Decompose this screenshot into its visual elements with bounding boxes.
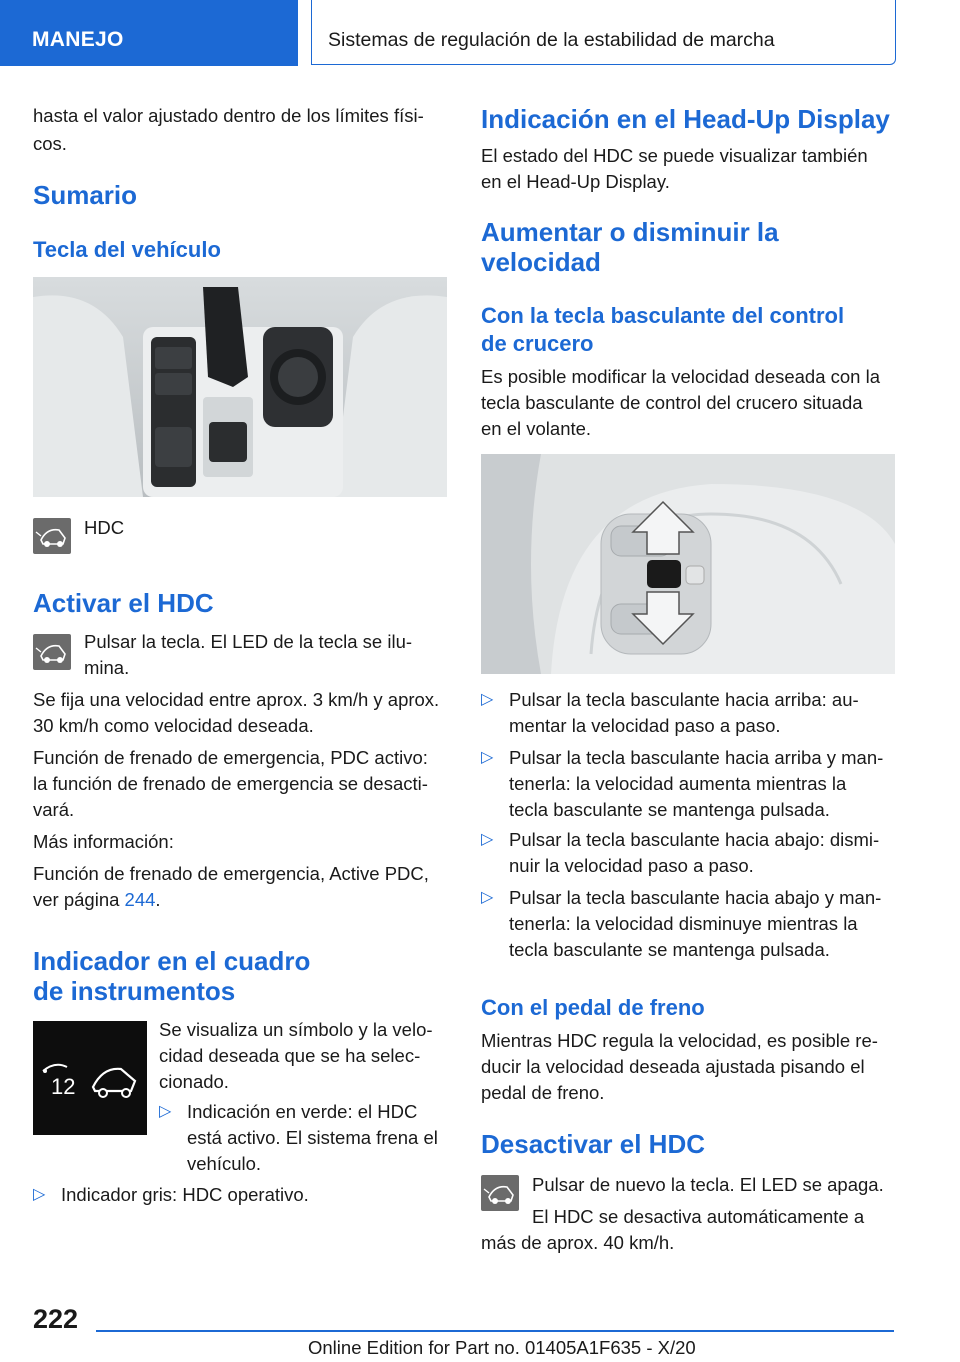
activar-text-1a: Pulsar la tecla. El LED de la tecla se ilu- — [84, 631, 413, 652]
heading-desactivar: Desactivar el HDC — [481, 1129, 705, 1159]
tecla-text-2: tecla basculante de control del crucero situada — [481, 392, 863, 413]
desactivar-text-2b: más de aprox. 40 km/h. — [481, 1232, 675, 1253]
activar-text-1b: mina. — [84, 657, 130, 678]
tecla-text-3: en el volante. — [481, 418, 592, 439]
heading-aumentar-1: Aumentar o disminuir la — [481, 217, 779, 247]
heading-tecla-bas-1: Con la tecla basculante del control — [481, 303, 845, 328]
tecla-text-1: Es posible modificar la velocidad deseada con la — [481, 366, 881, 387]
cluster-speed: 12 — [51, 1074, 76, 1099]
desactivar-text-1: Pulsar de nuevo la tecla. El LED se apaga. — [532, 1174, 884, 1195]
heading-tecla-bas-2: de crucero — [481, 331, 594, 356]
intro-line-1: hasta el valor ajustado dentro de los límites físi- — [33, 105, 424, 126]
activar-text-3c: vará. — [33, 799, 75, 820]
heading-hud: Indicación en el Head-Up Display — [481, 104, 890, 134]
chapter-title: Sistemas de regulación de la estabilidad de marcha — [328, 29, 775, 51]
heading-sumario: Sumario — [33, 180, 138, 210]
hud-text-1: El estado del HDC se puede visualizar también — [481, 145, 868, 166]
indicador-text-1: Se visualiza un símbolo y la velo- — [159, 1019, 433, 1040]
hud-text-2: en el Head-Up Display. — [481, 171, 670, 192]
pedal-text-3: pedal de freno. — [481, 1082, 605, 1103]
indicador-text-2: cidad deseada que se ha selec- — [159, 1045, 421, 1066]
bullet-triangle-icon: ▷ — [481, 889, 494, 906]
ref-line-1: Función de frenado de emergencia, Active PDC, — [33, 863, 429, 884]
section-tab — [0, 0, 298, 66]
activar-text-2a: Se fija una velocidad entre aprox. 3 km/h y aprox. — [33, 689, 440, 710]
bullet-triangle-icon: ▷ — [33, 1186, 46, 1203]
indicador-text-3: cionado. — [159, 1071, 229, 1092]
pedal-text-1: Mientras HDC regula la velocidad, es posible re- — [481, 1030, 878, 1051]
footer-edition: Online Edition for Part no. 01405A1F635 - X/20 — [308, 1337, 696, 1358]
hdc-button-icon — [33, 634, 71, 670]
footer-rule — [96, 1330, 894, 1332]
heading-aumentar-2: velocidad — [481, 247, 601, 277]
activar-text-3a: Función de frenado de emergencia, PDC activo: — [33, 747, 428, 768]
chapter-title-box — [311, 0, 896, 65]
hdc-label: HDC — [84, 517, 125, 538]
bullet-arriba-mantener: ▷ Pulsar la tecla basculante hacia arriba y man- tenerla: la velocidad aumenta mientras la tecla basculante se mantenga pulsada. — [481, 747, 884, 820]
activar-text-3b: la función de frenado de emergencia se desacti- — [33, 773, 428, 794]
cluster-indicator-image — [33, 1021, 147, 1135]
page-number: 222 — [33, 1304, 79, 1334]
bullet-verde: ▷ Indicación en verde: el HDC está activo. El sistema frena el vehículo. — [159, 1101, 438, 1174]
activar-text-2b: 30 km/h como velocidad deseada. — [33, 715, 314, 736]
desactivar-text-2a: El HDC se desactiva automáticamente a — [532, 1206, 865, 1227]
hdc-button-icon — [481, 1175, 519, 1211]
intro-line-2: cos. — [33, 133, 67, 154]
bullet-triangle-icon: ▷ — [159, 1103, 172, 1120]
pedal-text-2: ducir la velocidad deseada ajustada pisando el — [481, 1056, 865, 1077]
heading-tecla: Tecla del vehículo — [33, 237, 221, 262]
center-console-photo — [33, 277, 447, 497]
bullet-gris: ▷ Indicador gris: HDC operativo. — [33, 1182, 453, 1208]
bullet-triangle-icon: ▷ — [481, 691, 494, 708]
mas-info: Más información: — [33, 831, 174, 852]
ref-line-2: ver página 244. — [33, 889, 161, 910]
bullet-arriba: ▷ Pulsar la tecla basculante hacia arriba: au- mentar la velocidad paso a paso. — [481, 689, 859, 736]
bullet-abajo: ▷ Pulsar la tecla basculante hacia abajo: dismi- nuir la velocidad paso a paso. — [481, 829, 880, 876]
heading-pedal: Con el pedal de freno — [481, 995, 705, 1020]
section-label: MANEJO — [32, 28, 124, 51]
hdc-button-icon — [33, 518, 71, 554]
bullet-abajo-mantener: ▷ Pulsar la tecla basculante hacia abajo y man- tenerla: la velocidad disminuye mientras la tecla basculante se mantenga pulsada. — [481, 887, 882, 960]
heading-activar: Activar el HDC — [33, 588, 214, 618]
heading-indicador-2: de instrumentos — [33, 976, 236, 1006]
heading-indicador-1: Indicador en el cuadro — [33, 946, 311, 976]
bullet-triangle-icon: ▷ — [481, 831, 494, 848]
bullet-triangle-icon: ▷ — [481, 749, 494, 766]
page-link[interactable]: 244 — [124, 889, 156, 910]
steering-wheel-photo — [481, 454, 895, 674]
